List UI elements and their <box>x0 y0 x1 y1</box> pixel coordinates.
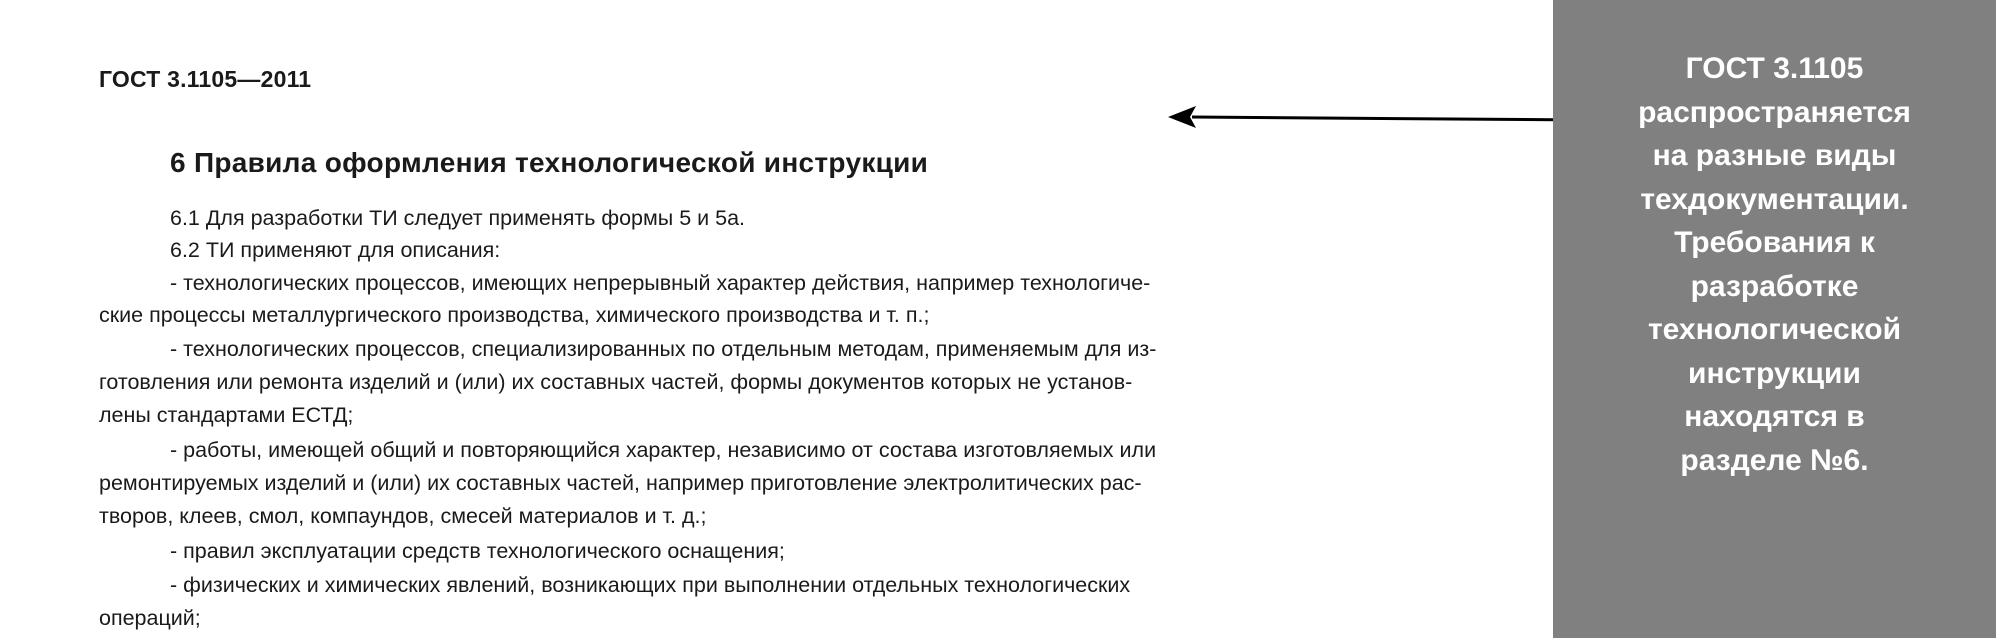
paragraph-line: - работы, имеющей общий и повторяющийся характер, независимо от состава изготовляемых или <box>170 438 1157 462</box>
annotation-line: Требования к <box>1674 226 1875 259</box>
paragraph-line: лены стандартами ЕСТД; <box>99 403 354 427</box>
paragraph-line: 6.2 ТИ применяют для описания: <box>170 238 501 262</box>
paragraph-line: - технологических процессов, имеющих непрерывный характер действия, например технологиче- <box>170 271 1151 295</box>
paragraph-line: - физических и химических явлений, возникающих при выполнении отдельных технологических <box>170 573 1131 597</box>
annotation-line: разделе №6. <box>1680 443 1869 477</box>
paragraph-line: - правил эксплуатации средств технологического оснащения; <box>170 539 785 563</box>
paragraph-line: готовления или ремонта изделий и (или) их составных частей, формы документов которых не установ- <box>99 370 1133 394</box>
annotation-line: технологической <box>1647 313 1902 346</box>
annotation-line: инструкции <box>1688 356 1861 390</box>
paragraph-line: ские процессы металлургического производства, химического производства и т. п.; <box>99 303 930 327</box>
annotation-panel <box>1553 0 1996 638</box>
paragraph-line: операций; <box>99 606 201 630</box>
annotation-line: на разные виды <box>1652 139 1897 172</box>
annotation-line: техдокументации. <box>1640 182 1909 216</box>
annotation-line: находятся в <box>1684 400 1865 433</box>
section-heading: 6 Правила оформления технологической инструкции <box>170 147 929 178</box>
annotation-line: распространяется <box>1638 95 1911 129</box>
paragraph-line: творов, клеев, смол, компаундов, смесей материалов и т. д.; <box>99 504 707 528</box>
paragraph-line: - технологических процессов, специализированных по отдельным методам, применяемым для из- <box>170 337 1157 361</box>
annotation-line: ГОСТ 3.1105 <box>1685 52 1864 85</box>
pointer-arrow-icon <box>1160 100 1600 140</box>
standard-code: ГОСТ 3.1105—2011 <box>99 66 312 92</box>
annotation-text <box>1553 47 1996 482</box>
paragraph-line: ремонтируемых изделий и (или) их составных частей, например приготовление электролитических рас- <box>99 471 1142 495</box>
paragraph-line: 6.1 Для разработки ТИ следует применять формы 5 и 5а. <box>170 206 746 230</box>
annotation-line: разработке <box>1690 269 1859 303</box>
